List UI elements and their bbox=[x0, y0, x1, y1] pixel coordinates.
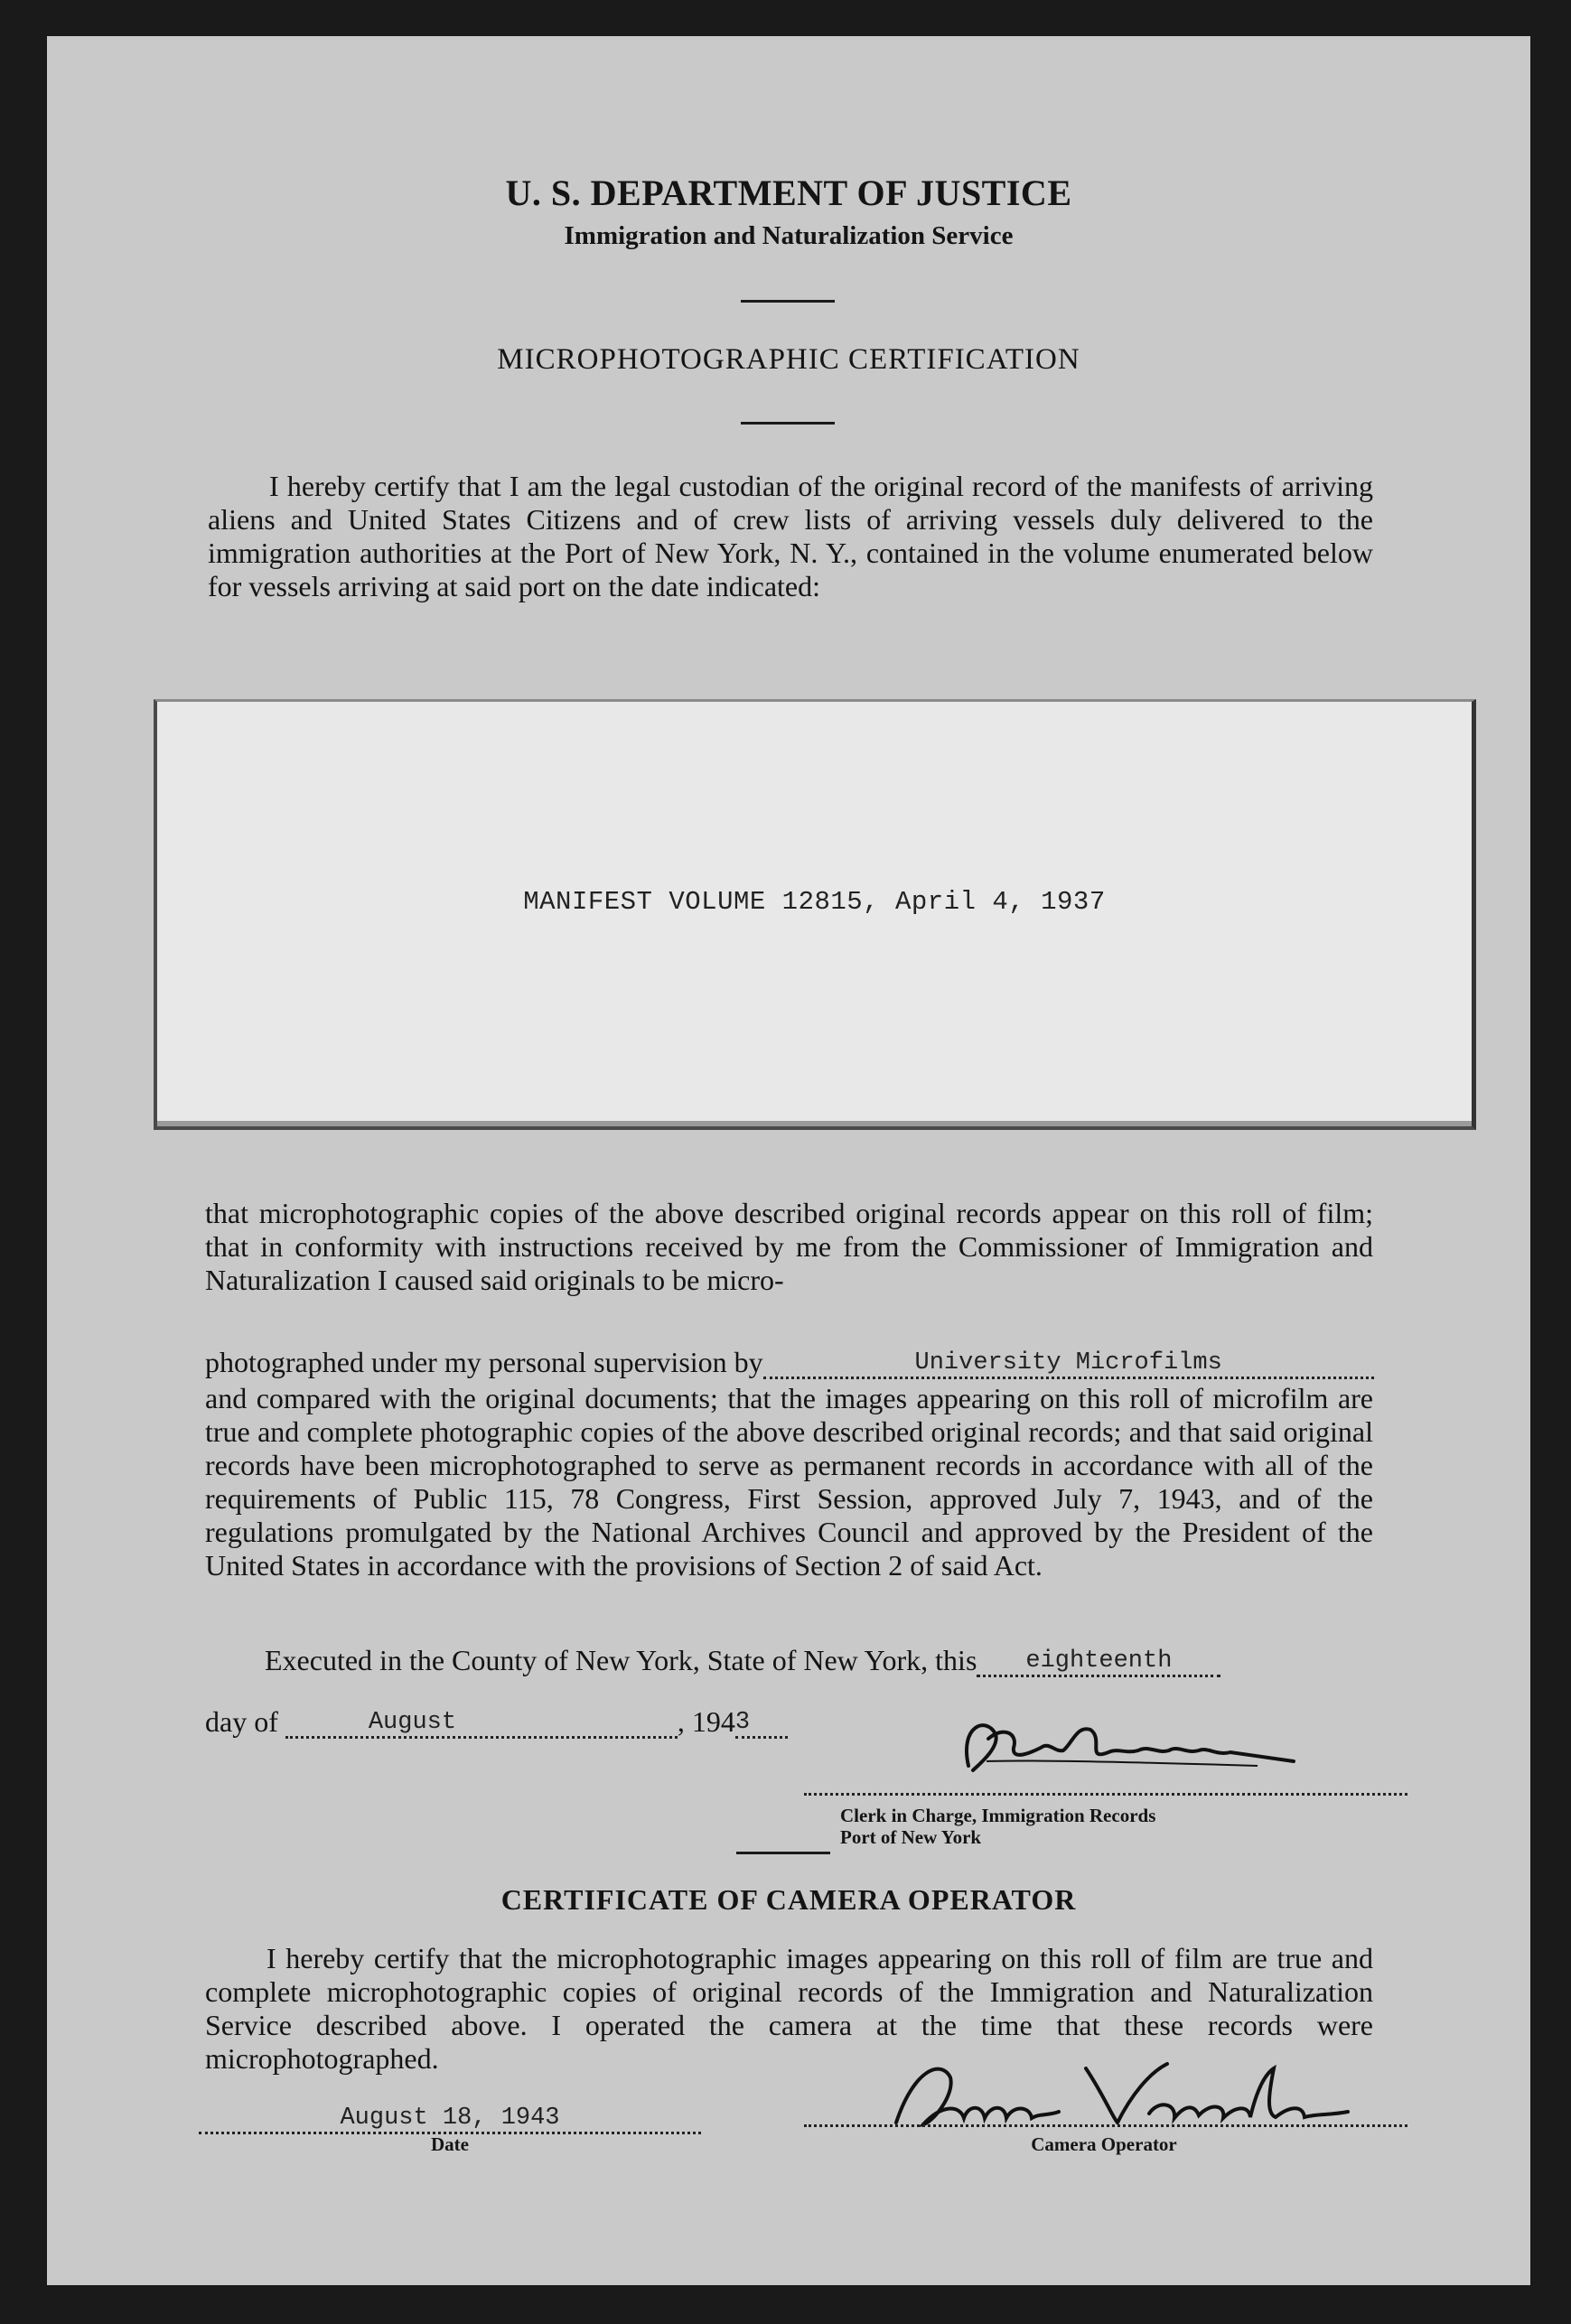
month-field bbox=[285, 1702, 678, 1739]
operator-signature-line bbox=[804, 2124, 1407, 2127]
execution-line bbox=[265, 1644, 1220, 1681]
service-subheading: Immigration and Naturalization Service bbox=[564, 221, 1014, 250]
supervision-line bbox=[205, 1346, 1374, 1383]
day-of-label: day of bbox=[205, 1705, 278, 1738]
clerk-signature-line bbox=[804, 1793, 1407, 1796]
date-label: Date bbox=[431, 2133, 469, 2155]
camera-operator-paragraph: I hereby certify that the microphotographic images appearing on this roll of film are true and complete microphotographic copies of original records of the Immigration and Naturalization Service described above. I operated the camera at the time that these records were microphotographed. bbox=[205, 1942, 1373, 2075]
clerk-title-line1: Clerk in Charge, Immigration Records bbox=[840, 1805, 1156, 1826]
camera-operator-label: Camera Operator bbox=[1031, 2133, 1177, 2155]
body-paragraph-start: that microphotographic copies of the above described original records appear on this roll of film; that in conformity with instructions received by me from the Commissioner of Immigration and Naturalization I caused said originals to be micro- bbox=[205, 1197, 1373, 1296]
manifest-volume-text: MANIFEST VOLUME 12815, April 4, 1937 bbox=[523, 887, 1106, 917]
date-field bbox=[199, 2105, 701, 2134]
divider bbox=[741, 300, 835, 303]
certification-title: MICROPHOTOGRAPHIC CERTIFICATION bbox=[497, 343, 1080, 376]
clerk-signature bbox=[932, 1698, 1366, 1797]
record-slip bbox=[154, 699, 1476, 1130]
operator-date: August 18, 1943 bbox=[340, 2105, 560, 2132]
year-prefix: , 194 bbox=[677, 1705, 735, 1738]
clerk-title-line2: Port of New York bbox=[840, 1826, 982, 1848]
certificate-sheet bbox=[47, 36, 1530, 2285]
year-field bbox=[735, 1702, 788, 1739]
year-suffix: 3 bbox=[734, 1709, 751, 1736]
clerk-title bbox=[840, 1805, 1155, 1848]
divider bbox=[741, 422, 835, 425]
execution-prefix: Executed in the County of New York, State of New York, this bbox=[265, 1644, 977, 1676]
day-field bbox=[977, 1640, 1220, 1677]
divider bbox=[736, 1852, 830, 1854]
execution-month: August bbox=[368, 1709, 457, 1736]
operator-signature bbox=[878, 2050, 1384, 2141]
supervision-prefix: photographed under my personal supervision by bbox=[205, 1346, 763, 1378]
intro-paragraph: I hereby certify that I am the legal custodian of the original record of the manifests of arriving aliens and United States Citizens and of crew lists of arriving vessels duly delivered to the immigration authorities at the Port of New York, N. Y., contained in the volume enumerated below for vessels arriving at said port on the date indicated: bbox=[208, 470, 1373, 602]
department-heading: U. S. DEPARTMENT OF JUSTICE bbox=[505, 173, 1072, 213]
month-year-line bbox=[205, 1705, 788, 1742]
execution-day: eighteenth bbox=[1025, 1647, 1173, 1675]
camera-operator-title: CERTIFICATE OF CAMERA OPERATOR bbox=[500, 1883, 1077, 1916]
supervisor-field bbox=[763, 1342, 1374, 1379]
body-paragraph-end: and compared with the original documents; that the images appearing on this roll of microfilm are true and complete photographic copies of the above described original records; and that said original records have been microphotographed to serve as permanent records in accordance with all of the requirements of Public 115, 78 Congress, First Session, approved July 7, 1943, and of the regulations promulgated by the National Archives Council and approved by the President of the United States in accordance with the provisions of Section 2 of said Act. bbox=[205, 1382, 1373, 1582]
supervisor-name: University Microfilms bbox=[914, 1349, 1222, 1377]
